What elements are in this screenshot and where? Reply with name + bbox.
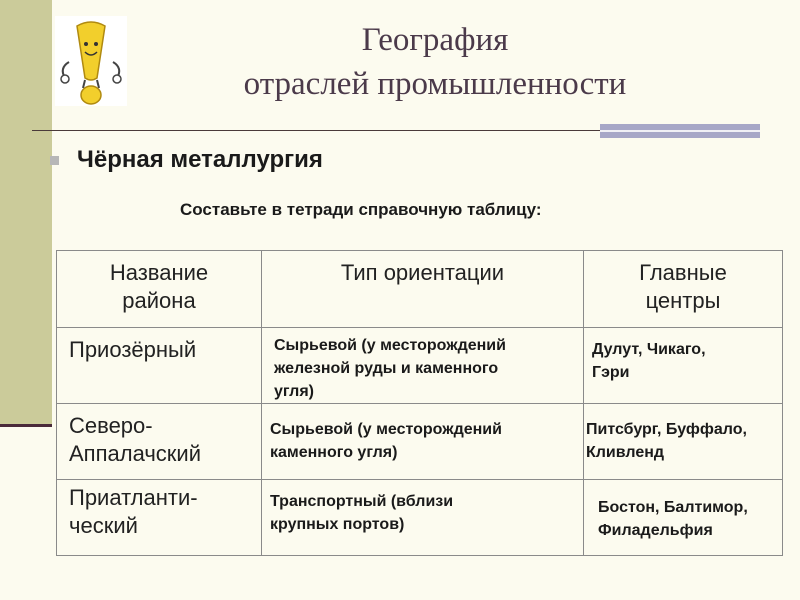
region-cell bbox=[57, 404, 262, 480]
centers-cell bbox=[584, 328, 783, 404]
header-region-line1: Название bbox=[109, 260, 209, 285]
title-line-2: отраслей промышленности bbox=[243, 66, 627, 102]
orientation-cell bbox=[262, 404, 584, 480]
orientation-cell bbox=[262, 328, 584, 404]
centers-line: Кливленд bbox=[586, 444, 665, 461]
exclamation-mascot-icon bbox=[55, 16, 127, 106]
title-divider-line bbox=[32, 130, 600, 131]
region-line: Аппалачский bbox=[69, 441, 201, 466]
centers-line: Бостон, Балтимор, bbox=[598, 499, 748, 516]
table-row bbox=[57, 480, 783, 556]
header-centers bbox=[584, 251, 783, 328]
centers-cell bbox=[584, 480, 783, 556]
orientation-line: железной руды и каменного bbox=[274, 360, 499, 377]
centers-line: Гэри bbox=[592, 364, 630, 381]
orientation-cell bbox=[262, 480, 584, 556]
orientation-line: Сырьевой (у месторождений bbox=[274, 337, 506, 354]
centers-line: Филадельфия bbox=[598, 522, 713, 539]
orientation-line: угля) bbox=[274, 383, 314, 400]
header-centers-line1: Главные bbox=[639, 260, 727, 285]
subtitle: Чёрная металлургия bbox=[77, 146, 323, 173]
table-row bbox=[57, 404, 783, 480]
slide-title bbox=[140, 18, 730, 106]
reference-table bbox=[56, 250, 783, 556]
region-line: Северо- bbox=[69, 413, 153, 438]
orientation-line: каменного угля) bbox=[270, 444, 398, 461]
header-centers-line2: центры bbox=[645, 288, 721, 313]
centers-line: Дулут, Чикаго, bbox=[592, 341, 706, 358]
table-row bbox=[57, 328, 783, 404]
orientation-line: Транспортный (вблизи bbox=[270, 493, 454, 510]
region-cell bbox=[57, 480, 262, 556]
table-header-row bbox=[57, 251, 783, 328]
left-decor-bar bbox=[0, 0, 52, 424]
instruction-text: Составьте в тетради справочную таблицу: bbox=[180, 200, 542, 219]
orientation-line: крупных портов) bbox=[270, 516, 405, 533]
orientation-line: Сырьевой (у месторождений bbox=[270, 421, 502, 438]
centers-cell bbox=[584, 404, 783, 480]
region-line: Приозёрный bbox=[69, 337, 197, 362]
header-orientation bbox=[262, 251, 584, 328]
subtitle-row bbox=[50, 146, 323, 174]
region-cell bbox=[57, 328, 262, 404]
square-bullet-icon bbox=[50, 156, 59, 165]
region-line: Приатланти- bbox=[69, 485, 198, 510]
header-region bbox=[57, 251, 262, 328]
region-line: ческий bbox=[69, 513, 138, 538]
title-line-1: География bbox=[361, 22, 509, 58]
header-region-line2: района bbox=[122, 288, 196, 313]
left-decor-line bbox=[0, 424, 52, 427]
title-divider-bar bbox=[600, 124, 760, 138]
header-orientation-line1: Тип ориентации bbox=[340, 260, 505, 285]
centers-line: Питсбург, Буффало, bbox=[586, 421, 747, 438]
